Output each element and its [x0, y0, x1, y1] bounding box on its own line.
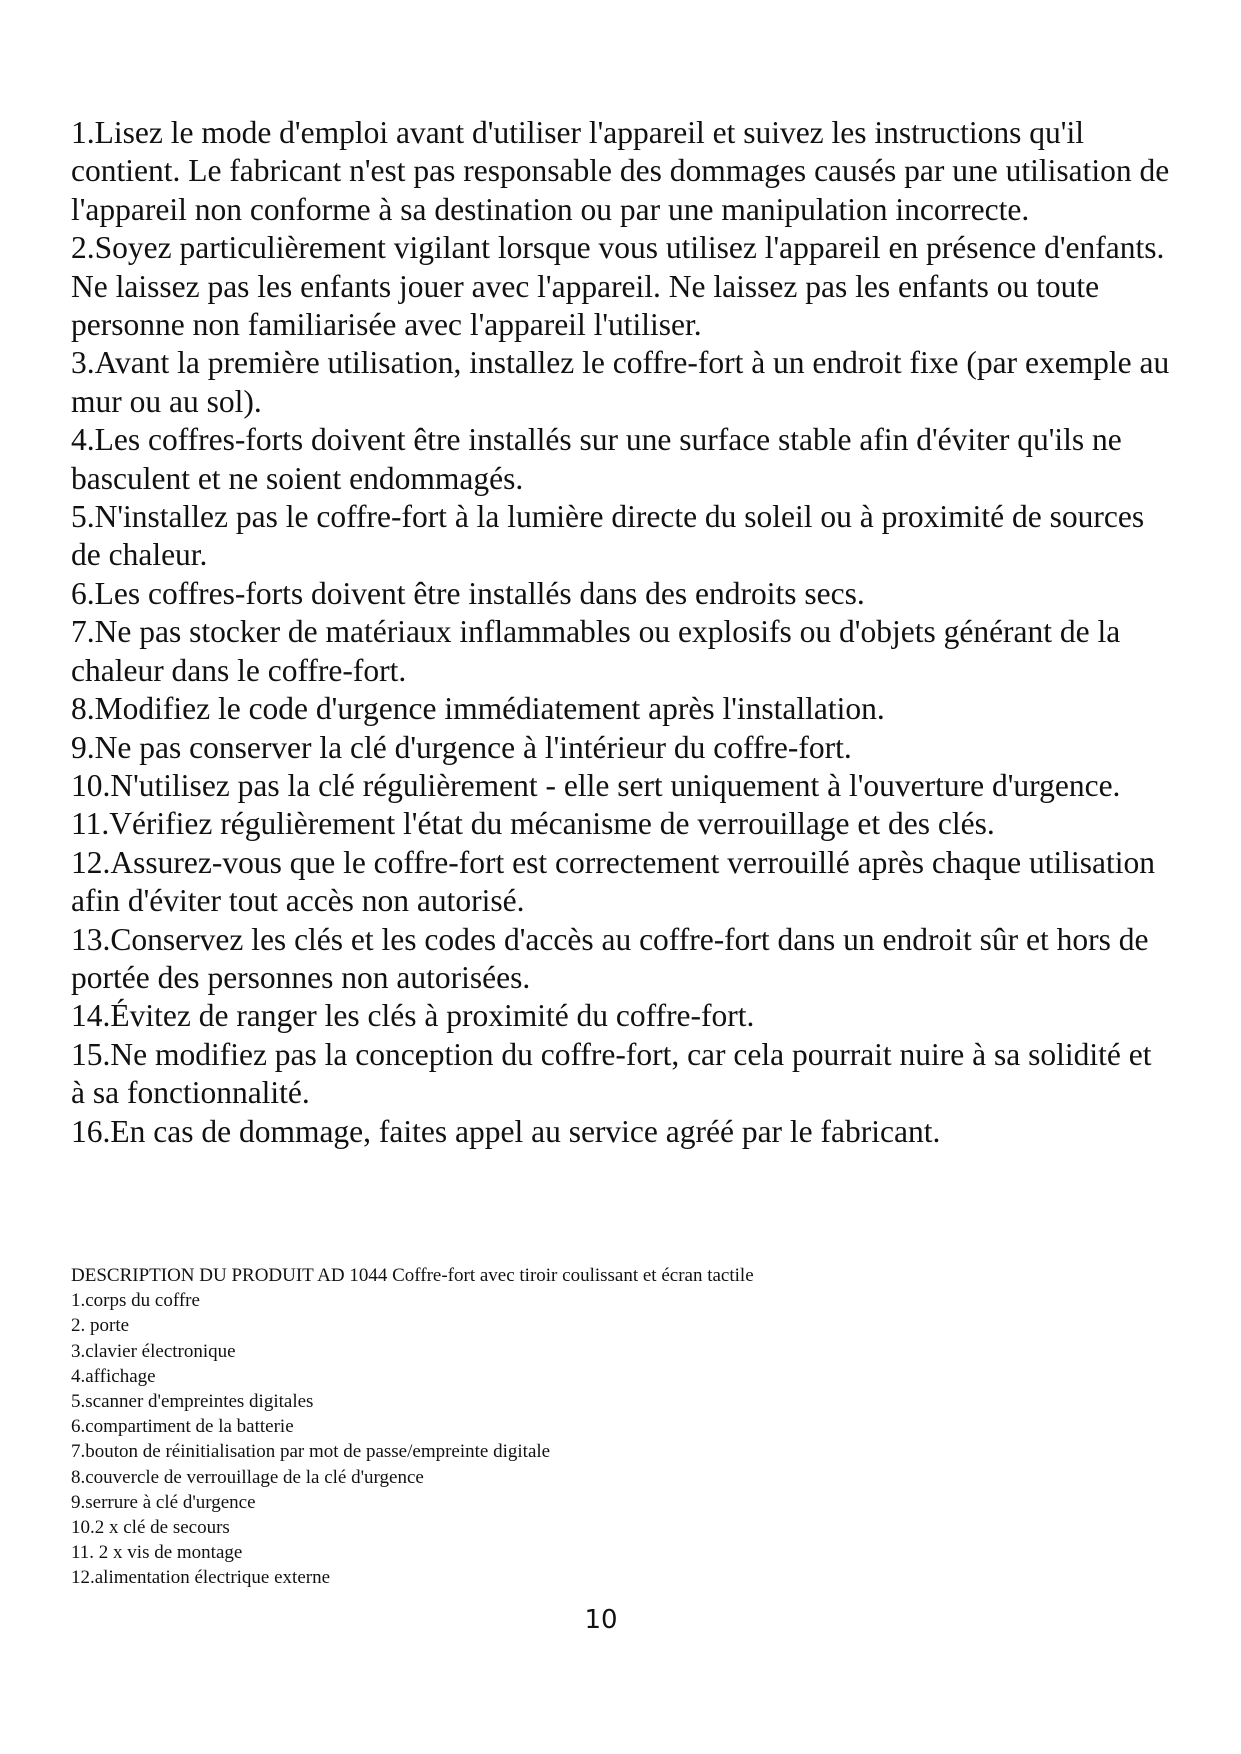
instruction-item: 8.Modifiez le code d'urgence immédiatement après l'installation.: [71, 691, 885, 727]
page-number: 10: [584, 1605, 618, 1635]
instruction-item: 12.Assurez-vous que le coffre-fort est correctement verrouillé après chaque utilisation afin d'éviter tout accès non autorisé.: [71, 844, 1155, 919]
part-item: 2. porte: [71, 1315, 130, 1337]
part-item: 1.corps du coffre: [71, 1290, 200, 1312]
safety-instructions-list: [71, 114, 1171, 1151]
part-item: 9.serrure à clé d'urgence: [71, 1491, 256, 1513]
instruction-item: 2.Soyez particulièrement vigilant lorsque vous utilisez l'appareil en présence d'enfants. Ne laissez pas les enfants jouer avec l'appareil. Ne laissez pas les enfants ou toute personne non familiarisée avec l'appareil l'utiliser.: [71, 230, 1165, 343]
instruction-item: 16.En cas de dommage, faites appel au service agréé par le fabricant.: [71, 1113, 941, 1149]
instruction-item: 6.Les coffres-forts doivent être installés dans des endroits secs.: [71, 575, 865, 611]
instruction-item: 9.Ne pas conserver la clé d'urgence à l'intérieur du coffre-fort.: [71, 729, 852, 765]
part-item: 7.bouton de réinitialisation par mot de passe/empreinte digitale: [71, 1441, 551, 1463]
product-description-heading: DESCRIPTION DU PRODUIT AD 1044 Coffre-fort avec tiroir coulissant et écran tactile: [71, 1265, 754, 1286]
instruction-item: 7.Ne pas stocker de matériaux inflammables ou explosifs ou d'objets générant de la chaleur dans le coffre-fort.: [71, 614, 1121, 688]
instruction-item: 13.Conservez les clés et les codes d'accès au coffre-fort dans un endroit sûr et hors de portée des personnes non autorisées.: [71, 921, 1149, 995]
instruction-item: 3.Avant la première utilisation, installez le coffre-fort à un endroit fixe (par exemple au mur ou au sol).: [71, 345, 1170, 419]
instruction-item: 15.Ne modifiez pas la conception du coffre-fort, car cela pourrait nuire à sa solidité et à sa fonctionnalité.: [71, 1036, 1152, 1111]
part-item: 11. 2 x vis de montage: [71, 1542, 243, 1564]
instruction-item: 5.N'installez pas le coffre-fort à la lumière directe du soleil ou à proximité de sources de chaleur.: [71, 499, 1145, 573]
product-description: [71, 1263, 1171, 1591]
part-item: 10.2 x clé de secours: [71, 1517, 230, 1539]
instruction-item: 4.Les coffres-forts doivent être installés sur une surface stable afin d'éviter qu'ils ne basculent et ne soient endommagés.: [71, 422, 1122, 496]
part-item: 6.compartiment de la batterie: [71, 1416, 294, 1438]
instruction-item: 1.Lisez le mode d'emploi avant d'utiliser l'appareil et suivez les instructions qu'il contient. Le fabricant n'est pas responsable des dommages causés par une utilisation de l'appareil non conforme à sa destination ou par une manipulation incorrecte.: [71, 115, 1170, 227]
part-item: 4.affichage: [71, 1365, 156, 1387]
instruction-item: 14.Évitez de ranger les clés à proximité du coffre-fort.: [71, 998, 755, 1034]
instruction-item: 10.N'utilisez pas la clé régulièrement - elle sert uniquement à l'ouverture d'urgence.: [71, 767, 1121, 803]
part-item: 12.alimentation électrique externe: [71, 1567, 331, 1589]
instruction-item: 11.Vérifiez régulièrement l'état du mécanisme de verrouillage et des clés.: [71, 806, 995, 842]
part-item: 3.clavier électronique: [71, 1340, 236, 1362]
part-item: 5.scanner d'empreintes digitales: [71, 1391, 314, 1413]
part-item: 8.couvercle de verrouillage de la clé d'urgence: [71, 1466, 424, 1488]
product-parts-list: [71, 1288, 1171, 1590]
